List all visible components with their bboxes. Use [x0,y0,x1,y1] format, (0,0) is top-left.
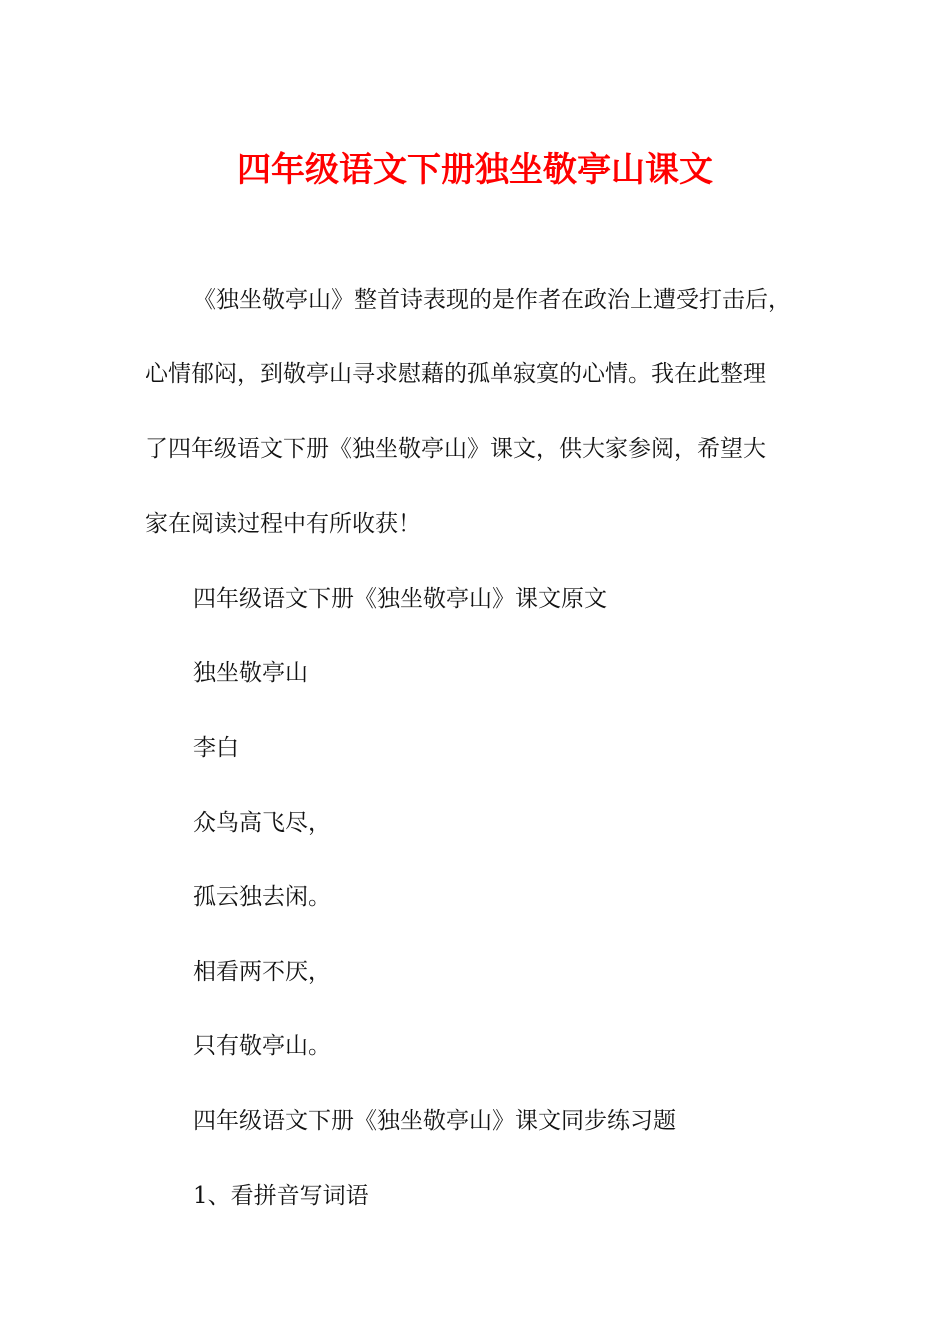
poem-line-3: 相看两不厌， [193,959,331,985]
exercise-item-1: 1、看拼音写词语 [193,1183,369,1209]
poem-line-4: 只有敬亭山。 [193,1033,331,1059]
intro-line-2: 心情郁闷，到敬亭山寻求慰藉的孤单寂寞的心情。我在此整理 [145,361,766,387]
document-title: 四年级语文下册独坐敬亭山课文 [237,150,713,190]
section-exercise-heading: 四年级语文下册《独坐敬亭山》课文同步练习题 [193,1108,676,1134]
intro-line-3: 了四年级语文下册《独坐敬亭山》课文，供大家参阅，希望大 [145,436,766,462]
intro-line-4: 家在阅读过程中有所收获！ [145,511,421,537]
poem-author: 李白 [193,735,239,761]
intro-line-1: 《独坐敬亭山》整首诗表现的是作者在政治上遭受打击后， [193,287,791,313]
section-original-heading: 四年级语文下册《独坐敬亭山》课文原文 [193,586,607,612]
poem-line-2: 孤云独去闲。 [193,884,331,910]
poem-line-1: 众鸟高飞尽， [193,810,331,836]
poem-title: 独坐敬亭山 [193,660,308,686]
